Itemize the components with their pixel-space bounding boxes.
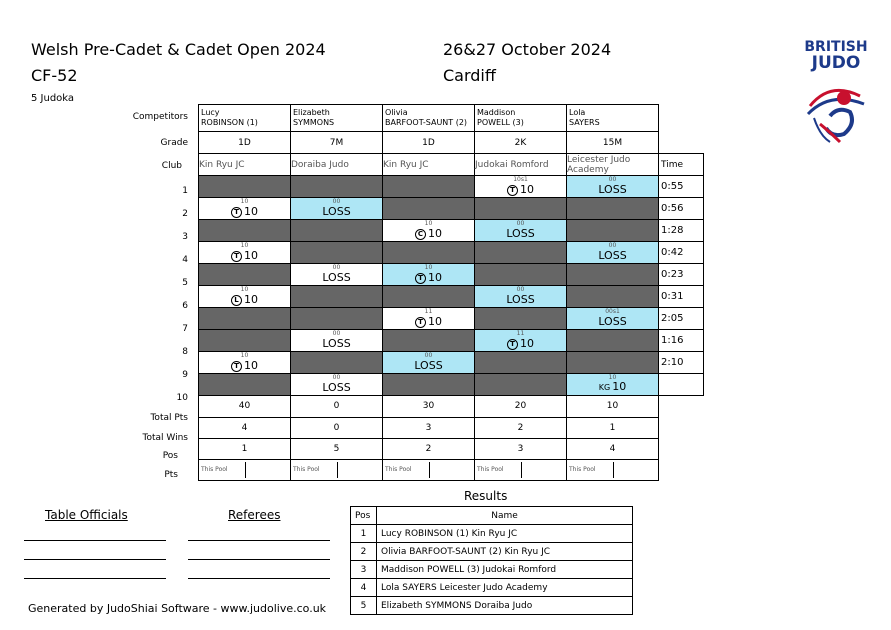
footer-credit: Generated by JudoShiai Software - www.judolive.co.uk bbox=[28, 602, 327, 615]
match-time: 0:56 bbox=[659, 198, 704, 220]
signature-line bbox=[24, 540, 166, 541]
pool-pts-cell bbox=[475, 459, 567, 480]
results-name: Lola SAYERS Leicester Judo Academy bbox=[377, 579, 633, 597]
pos-cell: 3 bbox=[475, 438, 567, 459]
match-score: 10 bbox=[240, 352, 249, 359]
technique-l-icon: L bbox=[231, 295, 242, 306]
grade-cell: 2K bbox=[475, 132, 567, 154]
this-pool-label: This Pool bbox=[475, 462, 522, 478]
match-empty-cell bbox=[567, 198, 659, 220]
total-wins-cell: 3 bbox=[383, 417, 475, 438]
event-title: Welsh Pre-Cadet & Cadet Open 2024 bbox=[31, 40, 326, 59]
match-result-cell bbox=[475, 286, 567, 308]
match-score: 10s1 bbox=[513, 176, 528, 183]
match-empty-cell bbox=[475, 264, 567, 286]
total-wins-cell: 4 bbox=[199, 417, 291, 438]
time-header: Time bbox=[659, 154, 704, 176]
technique-c-icon: C bbox=[415, 229, 426, 240]
pool-grid bbox=[198, 104, 704, 481]
event-dates: 26&27 October 2024 bbox=[443, 40, 612, 59]
match-empty-cell bbox=[567, 220, 659, 242]
results-row bbox=[351, 597, 633, 615]
match-score: 11 bbox=[516, 330, 525, 337]
logo-line1: BRITISH bbox=[804, 39, 868, 55]
club-cell: Kin Ryu JC bbox=[199, 154, 291, 176]
this-pool-label: This Pool bbox=[199, 462, 246, 478]
total-wins-cell: 2 bbox=[475, 417, 567, 438]
competitor-first-name: Elizabeth bbox=[293, 108, 330, 117]
match-result-text: LOSS bbox=[322, 205, 351, 218]
match-result-cell bbox=[475, 330, 567, 352]
club-cell: Leicester Judo Academy bbox=[567, 154, 659, 176]
match-result bbox=[383, 360, 474, 372]
technique-t-icon: T bbox=[507, 185, 518, 196]
match-result-text: 10 bbox=[428, 227, 442, 240]
results-pos: 1 bbox=[351, 525, 377, 543]
results-name: Elizabeth SYMMONS Doraiba Judo bbox=[377, 597, 633, 615]
match-result-text: LOSS bbox=[598, 315, 627, 328]
match-result-cell bbox=[383, 220, 475, 242]
match-result bbox=[567, 184, 658, 196]
club-cell: Judokai Romford bbox=[475, 154, 567, 176]
match-result-text: 10 bbox=[244, 359, 258, 372]
match-score: 00 bbox=[608, 242, 617, 249]
total-wins-label: Total Wins bbox=[142, 433, 188, 443]
competitor-last-name: SYMMONS bbox=[293, 118, 335, 127]
match-result-cell bbox=[199, 352, 291, 374]
match-result-cell bbox=[199, 242, 291, 264]
competitor-first-name: Lola bbox=[569, 108, 586, 117]
technique-t-icon: T bbox=[507, 339, 518, 350]
match-score: 10 bbox=[608, 374, 617, 381]
match-empty-cell bbox=[475, 198, 567, 220]
this-pool-label: This Pool bbox=[567, 462, 614, 478]
pos-cell: 4 bbox=[567, 438, 659, 459]
match-result bbox=[291, 382, 382, 394]
technique-t-icon: T bbox=[415, 317, 426, 328]
match-result bbox=[475, 228, 566, 240]
table-officials-label: Table Officials bbox=[45, 508, 128, 522]
match-empty-cell bbox=[475, 242, 567, 264]
technique-t-icon: T bbox=[231, 251, 242, 262]
signature-line bbox=[24, 578, 166, 579]
grade-cell: 1D bbox=[383, 132, 475, 154]
category-label: CF-52 bbox=[31, 66, 78, 85]
match-result bbox=[567, 316, 658, 328]
match-result-text: LOSS bbox=[506, 293, 535, 306]
pool-pts-cell bbox=[567, 459, 659, 480]
match-score: 10 bbox=[424, 264, 433, 271]
match-score: 00 bbox=[332, 374, 341, 381]
competitor-cell bbox=[291, 105, 383, 132]
match-result-cell bbox=[291, 264, 383, 286]
match-result bbox=[291, 338, 382, 350]
match-result bbox=[199, 294, 290, 306]
results-name: Maddison POWELL (3) Judokai Romford bbox=[377, 561, 633, 579]
match-number: 7 bbox=[182, 324, 188, 334]
match-result-text: LOSS bbox=[322, 381, 351, 394]
match-score: 00 bbox=[608, 176, 617, 183]
match-result bbox=[199, 206, 290, 218]
match-result-text: LOSS bbox=[598, 183, 627, 196]
judoka-emblem-icon bbox=[800, 76, 872, 146]
match-number: 3 bbox=[182, 232, 188, 242]
match-result-text: LOSS bbox=[322, 337, 351, 350]
results-row bbox=[351, 525, 633, 543]
match-empty-cell bbox=[291, 220, 383, 242]
match-result bbox=[475, 184, 566, 196]
match-empty-cell bbox=[383, 198, 475, 220]
british-judo-logo bbox=[796, 40, 876, 146]
match-result-text: 10 bbox=[244, 249, 258, 262]
results-title: Results bbox=[464, 489, 508, 503]
match-result bbox=[291, 206, 382, 218]
technique-t-icon: T bbox=[415, 273, 426, 284]
match-time: 0:55 bbox=[659, 176, 704, 198]
match-empty-cell bbox=[383, 330, 475, 352]
grade-cell: 7M bbox=[291, 132, 383, 154]
total-wins-cell: 1 bbox=[567, 417, 659, 438]
this-pool-label: This Pool bbox=[291, 462, 338, 478]
results-pos: 4 bbox=[351, 579, 377, 597]
match-empty-cell bbox=[199, 308, 291, 330]
match-time bbox=[659, 374, 704, 396]
match-empty-cell bbox=[567, 264, 659, 286]
match-empty-cell bbox=[291, 352, 383, 374]
pos-cell: 5 bbox=[291, 438, 383, 459]
match-score: 00 bbox=[332, 198, 341, 205]
match-result-text: LOSS bbox=[598, 249, 627, 262]
total-pts-label: Total Pts bbox=[150, 413, 188, 423]
match-result-cell bbox=[291, 198, 383, 220]
total-pts-cell: 40 bbox=[199, 396, 291, 418]
competitor-cell bbox=[567, 105, 659, 132]
match-result-text: LOSS bbox=[506, 227, 535, 240]
match-empty-cell bbox=[567, 286, 659, 308]
match-score: 00 bbox=[516, 220, 525, 227]
competitor-last-name: POWELL (3) bbox=[477, 118, 524, 127]
match-empty-cell bbox=[383, 286, 475, 308]
match-number: 5 bbox=[182, 278, 188, 288]
match-empty-cell bbox=[199, 330, 291, 352]
signature-line bbox=[188, 578, 330, 579]
match-time: 2:10 bbox=[659, 352, 704, 374]
grade-cell: 15M bbox=[567, 132, 659, 154]
competitor-first-name: Lucy bbox=[201, 108, 220, 117]
match-empty-cell bbox=[475, 352, 567, 374]
club-cell: Doraiba Judo bbox=[291, 154, 383, 176]
technique-t-icon: T bbox=[231, 361, 242, 372]
match-time: 1:28 bbox=[659, 220, 704, 242]
match-result-cell bbox=[567, 176, 659, 198]
match-result-text: 10 bbox=[520, 183, 534, 196]
match-result-cell bbox=[383, 264, 475, 286]
match-result bbox=[383, 228, 474, 240]
results-pos: 3 bbox=[351, 561, 377, 579]
results-pos: 5 bbox=[351, 597, 377, 615]
match-result-text: 10 bbox=[612, 380, 627, 393]
match-number: 10 bbox=[176, 393, 188, 403]
total-wins-cell: 0 bbox=[291, 417, 383, 438]
match-score: 10 bbox=[240, 242, 249, 249]
match-empty-cell bbox=[383, 242, 475, 264]
event-location: Cardiff bbox=[443, 66, 496, 85]
match-empty-cell bbox=[199, 374, 291, 396]
results-name: Lucy ROBINSON (1) Kin Ryu JC bbox=[377, 525, 633, 543]
match-score: 10 bbox=[240, 198, 249, 205]
match-empty-cell bbox=[475, 374, 567, 396]
match-result-text: 10 bbox=[428, 315, 442, 328]
match-result bbox=[199, 360, 290, 372]
results-row bbox=[351, 561, 633, 579]
judoka-count: 5 Judoka bbox=[31, 93, 75, 104]
pos-label: Pos bbox=[162, 451, 178, 461]
match-time: 0:31 bbox=[659, 286, 704, 308]
results-name: Olivia BARFOOT-SAUNT (2) Kin Ryu JC bbox=[377, 543, 633, 561]
match-number: 1 bbox=[182, 186, 188, 196]
match-result-cell bbox=[383, 352, 475, 374]
match-result bbox=[567, 381, 658, 394]
match-result-text: 10 bbox=[520, 337, 534, 350]
match-result-cell bbox=[567, 242, 659, 264]
match-number: 8 bbox=[182, 347, 188, 357]
signature-line bbox=[24, 559, 166, 560]
match-result-cell bbox=[383, 308, 475, 330]
match-time: 2:05 bbox=[659, 308, 704, 330]
signature-line bbox=[188, 540, 330, 541]
match-number: 4 bbox=[182, 255, 188, 265]
match-empty-cell bbox=[291, 176, 383, 198]
match-result-cell bbox=[199, 198, 291, 220]
competitor-last-name: SAYERS bbox=[569, 118, 600, 127]
match-score: 10 bbox=[240, 286, 249, 293]
match-result-cell bbox=[475, 220, 567, 242]
match-result bbox=[567, 250, 658, 262]
this-pool-label: This Pool bbox=[383, 462, 430, 478]
match-result-text: LOSS bbox=[414, 359, 443, 372]
match-empty-cell bbox=[199, 264, 291, 286]
match-time: 0:23 bbox=[659, 264, 704, 286]
match-result-text: 10 bbox=[244, 205, 258, 218]
match-result bbox=[199, 250, 290, 262]
pos-cell: 1 bbox=[199, 438, 291, 459]
results-pos-header: Pos bbox=[351, 507, 377, 525]
results-name-header: Name bbox=[377, 507, 633, 525]
match-result-cell bbox=[199, 286, 291, 308]
match-result-cell bbox=[567, 308, 659, 330]
match-empty-cell bbox=[291, 242, 383, 264]
competitor-cell bbox=[199, 105, 291, 132]
pool-pts-cell bbox=[383, 459, 475, 480]
results-row bbox=[351, 543, 633, 561]
logo-line2: JUDO bbox=[811, 53, 861, 73]
match-number: 6 bbox=[182, 301, 188, 311]
competitor-last-name: ROBINSON (1) bbox=[201, 118, 258, 127]
match-result bbox=[291, 272, 382, 284]
match-score: 10 bbox=[424, 220, 433, 227]
match-score: 00s1 bbox=[605, 308, 620, 315]
match-empty-cell bbox=[291, 286, 383, 308]
match-score: 00 bbox=[332, 330, 341, 337]
match-score: 11 bbox=[424, 308, 433, 315]
match-empty-cell bbox=[567, 352, 659, 374]
match-empty-cell bbox=[567, 330, 659, 352]
match-number: 9 bbox=[182, 370, 188, 380]
pos-cell: 2 bbox=[383, 438, 475, 459]
total-pts-cell: 20 bbox=[475, 396, 567, 418]
match-result-cell bbox=[475, 176, 567, 198]
match-result bbox=[383, 316, 474, 328]
results-row bbox=[351, 579, 633, 597]
pts-label: Pts bbox=[164, 470, 178, 480]
grade-label: Grade bbox=[160, 138, 188, 148]
match-empty-cell bbox=[199, 176, 291, 198]
match-result-cell bbox=[291, 374, 383, 396]
results-table bbox=[350, 506, 633, 615]
total-pts-cell: 0 bbox=[291, 396, 383, 418]
match-score: 00 bbox=[332, 264, 341, 271]
match-result bbox=[383, 272, 474, 284]
match-number: 2 bbox=[182, 209, 188, 219]
match-result bbox=[475, 338, 566, 350]
match-result bbox=[475, 294, 566, 306]
match-time: 0:42 bbox=[659, 242, 704, 264]
match-result-cell bbox=[291, 330, 383, 352]
club-cell: Kin Ryu JC bbox=[383, 154, 475, 176]
total-pts-cell: 30 bbox=[383, 396, 475, 418]
total-pts-cell: 10 bbox=[567, 396, 659, 418]
match-empty-cell bbox=[291, 308, 383, 330]
competitor-last-name: BARFOOT-SAUNT (2) bbox=[385, 118, 468, 127]
technique-t-icon: T bbox=[231, 207, 242, 218]
match-time: 1:16 bbox=[659, 330, 704, 352]
competitor-first-name: Olivia bbox=[385, 108, 408, 117]
referees-label: Referees bbox=[228, 508, 281, 522]
match-result-text: 10 bbox=[244, 293, 258, 306]
match-result-text: 10 bbox=[428, 271, 442, 284]
match-empty-cell bbox=[199, 220, 291, 242]
club-label: Club bbox=[161, 161, 182, 171]
kg-icon: KG bbox=[598, 383, 611, 392]
competitor-first-name: Maddison bbox=[477, 108, 516, 117]
pool-pts-cell bbox=[199, 459, 291, 480]
competitor-cell bbox=[475, 105, 567, 132]
match-score: 00 bbox=[424, 352, 433, 359]
match-result-text: LOSS bbox=[322, 271, 351, 284]
match-result-cell bbox=[567, 374, 659, 396]
grade-cell: 1D bbox=[199, 132, 291, 154]
signature-line bbox=[188, 559, 330, 560]
pool-pts-cell bbox=[291, 459, 383, 480]
match-empty-cell bbox=[383, 374, 475, 396]
competitor-cell bbox=[383, 105, 475, 132]
match-empty-cell bbox=[475, 308, 567, 330]
match-empty-cell bbox=[383, 176, 475, 198]
match-score: 00 bbox=[516, 286, 525, 293]
results-pos: 2 bbox=[351, 543, 377, 561]
competitors-label: Competitors bbox=[132, 112, 188, 122]
